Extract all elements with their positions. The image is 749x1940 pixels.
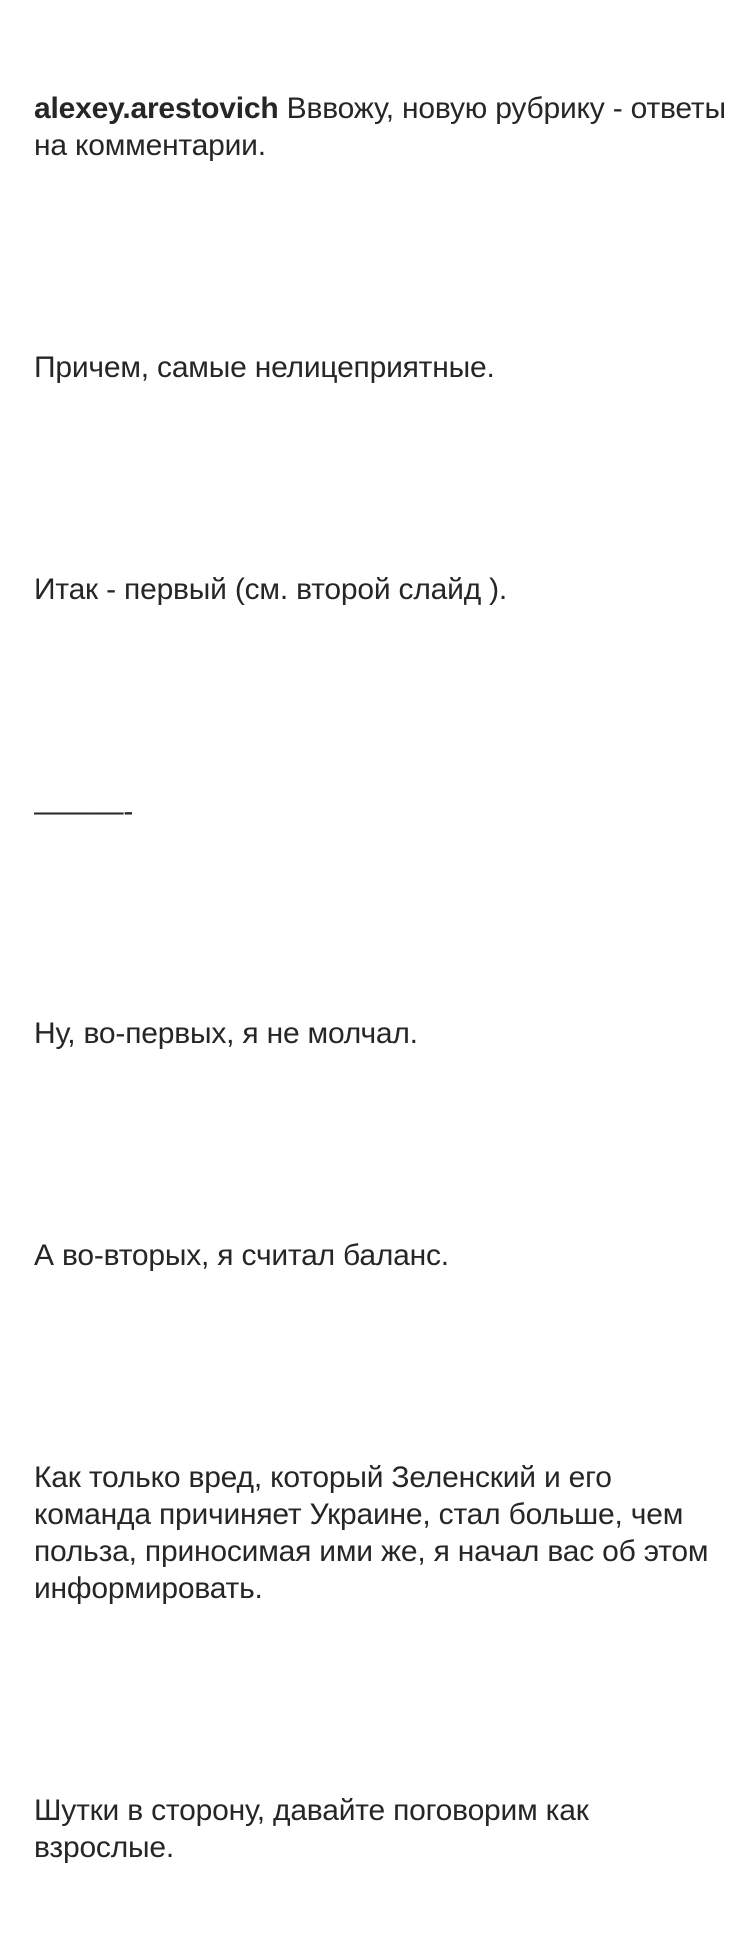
caption-paragraph: А во-вторых, я считал баланс.: [34, 1239, 449, 1272]
caption-paragraph: Как только вред, который Зеленский и его команда причиняет Украине, стал больше, чем польза, приносимая ими же, я начал вас об этом информировать.: [34, 1461, 717, 1605]
paragraph-gap: [34, 1126, 729, 1163]
caption-separator: ———-: [34, 795, 134, 828]
post-caption: [34, 16, 734, 1940]
paragraph-gap: [34, 1348, 729, 1385]
paragraph-gap: [34, 904, 729, 941]
caption-paragraph: Шутки в сторону, давайте поговорим как взрослые.: [34, 1794, 597, 1864]
paragraph-gap: [34, 1681, 729, 1718]
paragraph-gap: [34, 682, 729, 719]
caption-paragraph: Причем, самые нелицеприятные.: [34, 351, 495, 384]
paragraph-gap: [34, 460, 729, 497]
caption-first-paragraph: [34, 90, 734, 164]
caption-paragraph: Итак - первый (см. второй слайд ).: [34, 573, 508, 606]
author-username[interactable]: alexey.arestovich: [34, 92, 279, 125]
paragraph-gap: [34, 238, 729, 275]
caption-paragraph: Ну, во-первых, я не молчал.: [34, 1017, 418, 1050]
caption-lead-text: Вввожу, новую рубрику - ответы на комментарии.: [34, 92, 734, 162]
